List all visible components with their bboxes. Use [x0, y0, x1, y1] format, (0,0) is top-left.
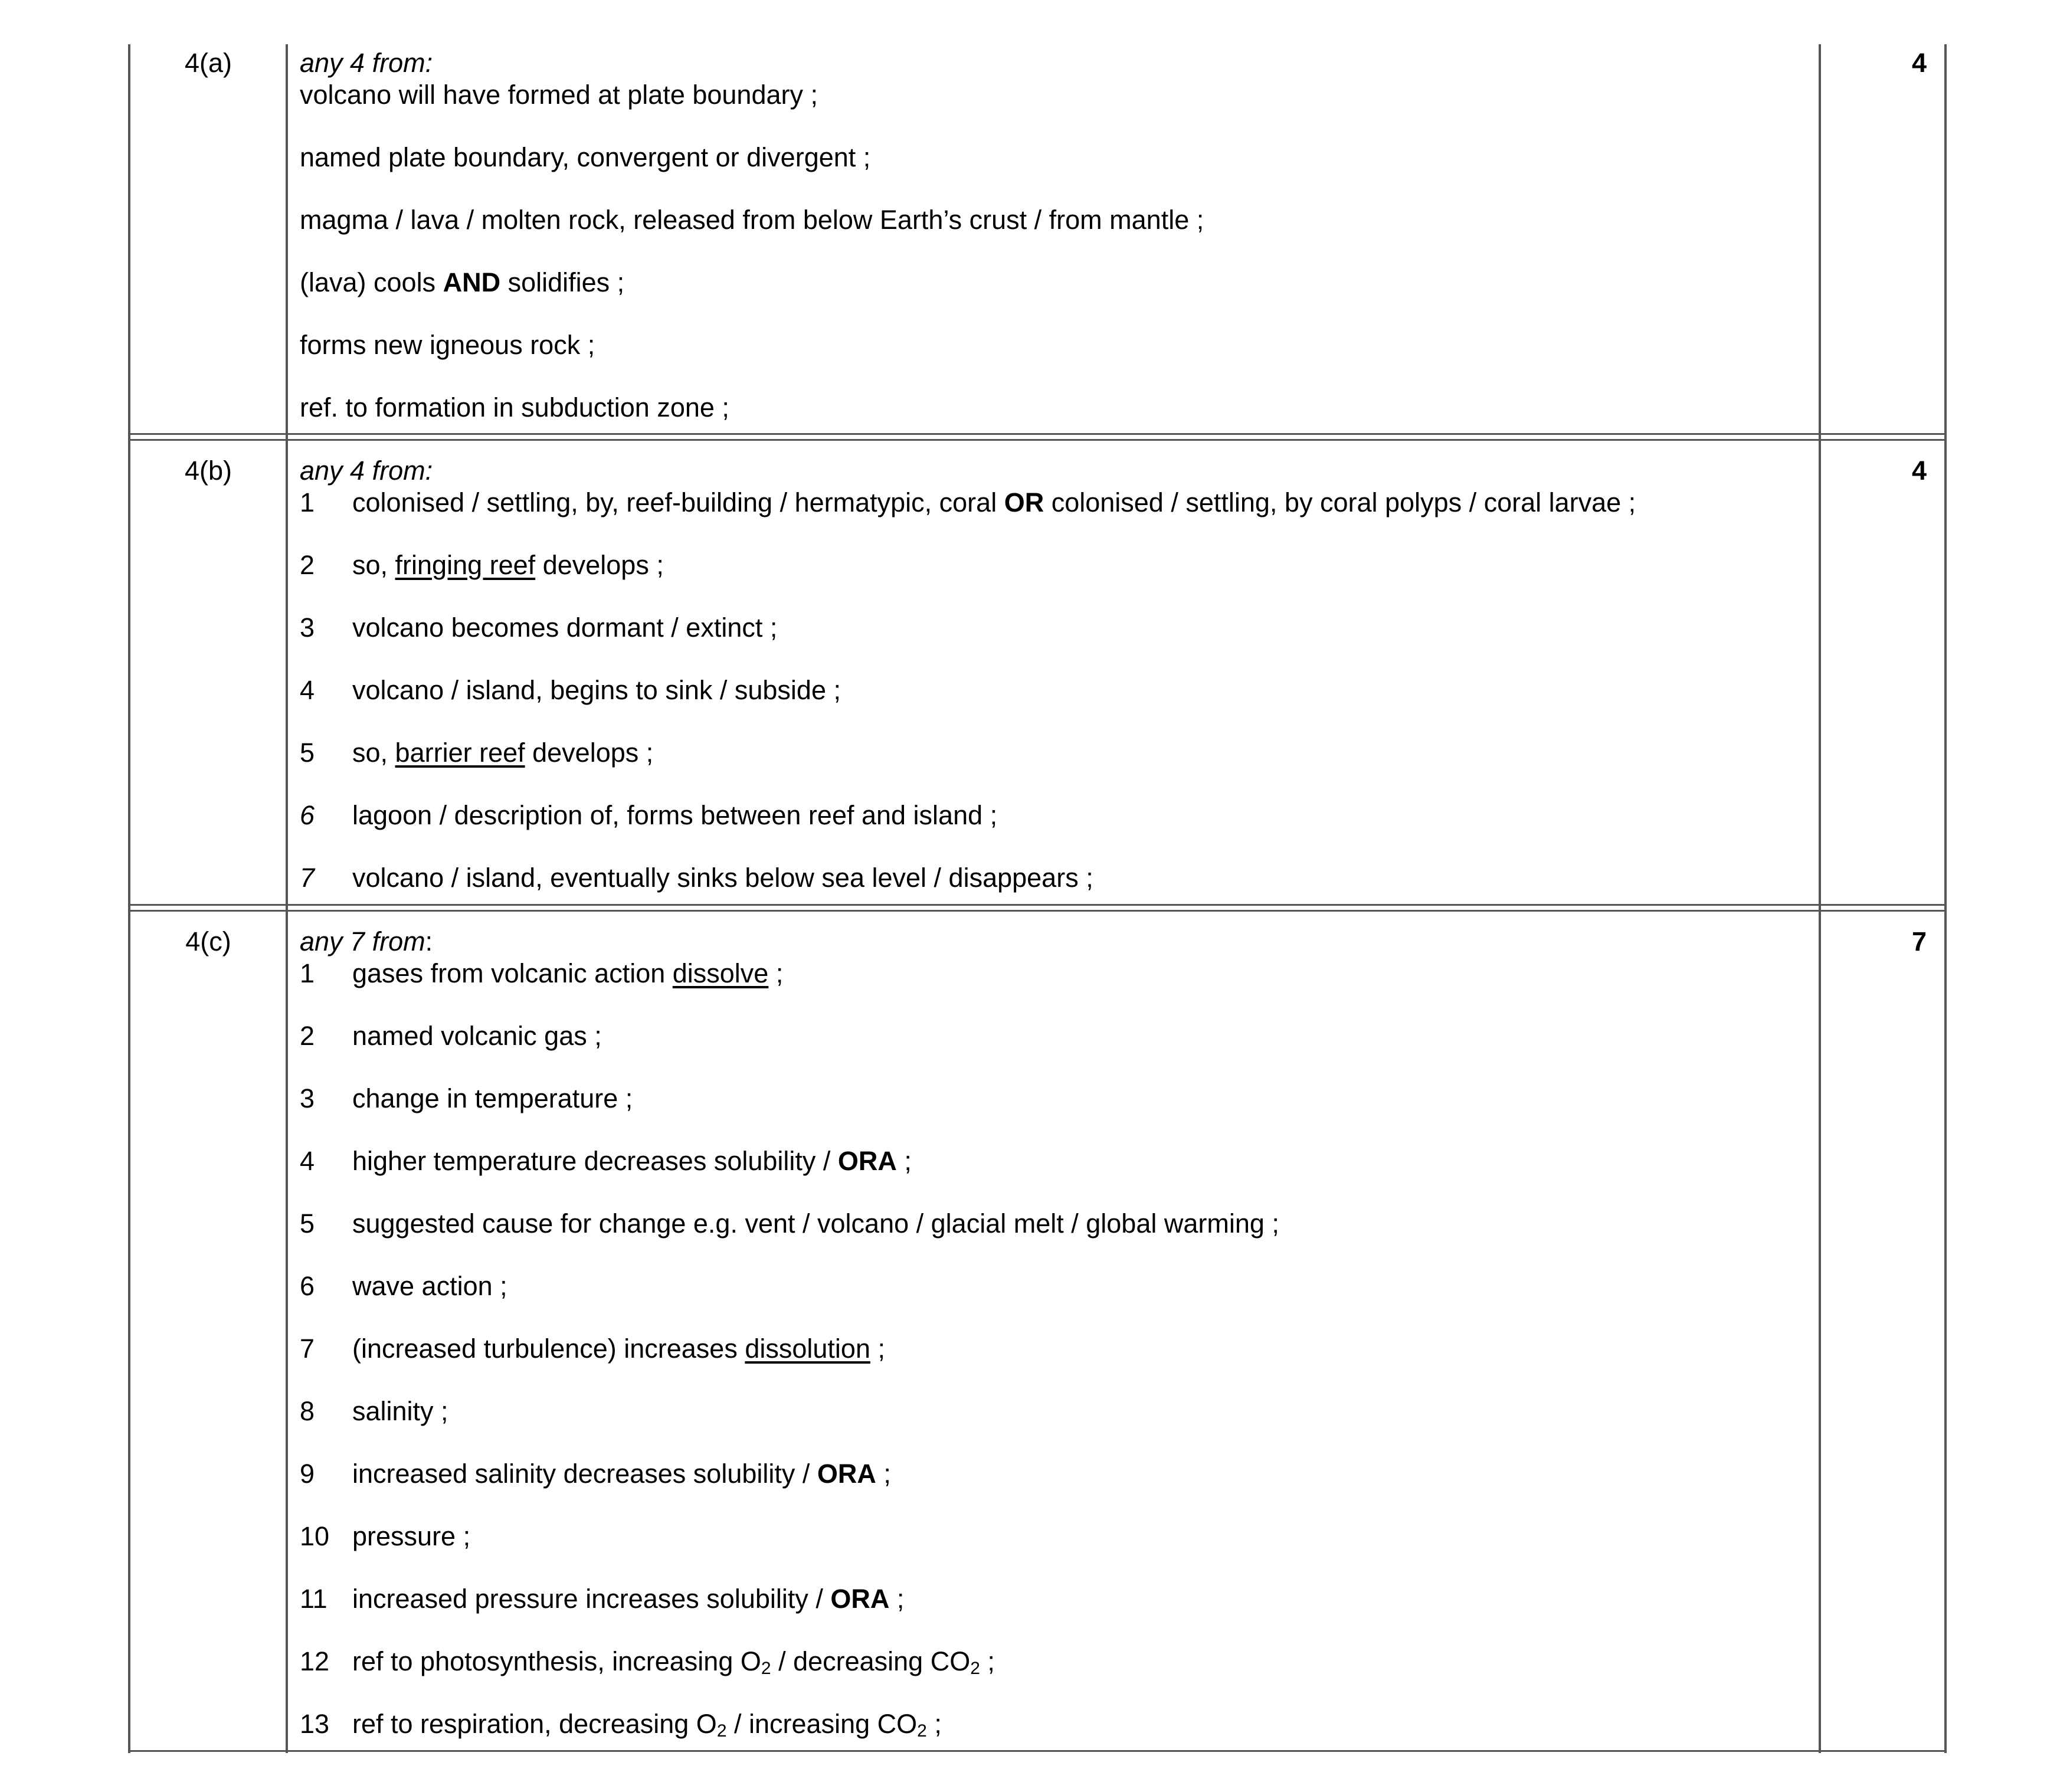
item-number: 4 — [300, 1146, 315, 1176]
answer-item — [300, 487, 1810, 519]
answer-lead: any 4 from: — [300, 48, 433, 78]
text-span: increased salinity decreases solubility / — [352, 1459, 817, 1489]
answer-item — [300, 737, 1810, 769]
table-border-left — [128, 44, 130, 1753]
item-number: 8 — [300, 1396, 315, 1426]
text-span: gases from volcanic action — [352, 958, 673, 988]
item-number: 12 — [300, 1646, 330, 1676]
item-number: 1 — [300, 958, 315, 988]
text-span: ; — [870, 1334, 885, 1364]
text-span: colonised / settling, by coral polyps / coral larvae ; — [1044, 487, 1636, 517]
text-span: (increased turbulence) increases — [352, 1334, 745, 1364]
text-span: / decreasing CO — [771, 1646, 971, 1676]
answer-line: forms new igneous rock ; — [300, 330, 595, 360]
item-number: 9 — [300, 1459, 315, 1489]
table-divider-question — [286, 44, 288, 1753]
answer-item — [300, 1333, 1810, 1365]
text-span: ; — [896, 1146, 912, 1176]
row-divider-b-c-second — [129, 910, 1947, 912]
answer-item — [300, 1020, 1810, 1052]
answer-item — [300, 1270, 1810, 1302]
underlined-span: dissolve — [672, 958, 769, 988]
item-number: 7 — [300, 1334, 315, 1364]
text-span: develops ; — [535, 550, 664, 580]
answer-item — [300, 800, 1810, 831]
text-span: increased pressure increases solubility / — [352, 1584, 831, 1614]
bold-span: AND — [443, 267, 501, 297]
item-number: 2 — [300, 1021, 315, 1051]
answer-line: ref. to formation in subduction zone ; — [300, 392, 729, 422]
underlined-span: fringing reef — [395, 550, 536, 580]
text-span: pressure ; — [352, 1521, 471, 1551]
answer-item — [300, 1145, 1810, 1177]
answer-item — [300, 862, 1810, 894]
underlined-span: dissolution — [745, 1334, 870, 1364]
table-border-right — [1944, 44, 1947, 1753]
mark-4c: 7 — [1911, 926, 1927, 956]
text-span: ; — [889, 1584, 905, 1614]
bold-span: OR — [1004, 487, 1044, 517]
answer-item — [300, 1395, 1810, 1427]
subscript: 2 — [716, 1721, 727, 1741]
answer-4a — [300, 47, 1810, 424]
text-span: ; — [876, 1459, 891, 1489]
answer-item — [300, 549, 1810, 581]
text-span: develops ; — [525, 738, 654, 768]
bold-span: ORA — [817, 1459, 876, 1489]
item-number: 3 — [300, 612, 315, 643]
answer-item — [300, 674, 1810, 706]
answer-item — [300, 1208, 1810, 1240]
text-span: lagoon / description of, forms between reef and island ; — [352, 800, 998, 830]
text-span: volcano / island, begins to sink / subside ; — [352, 675, 841, 705]
answer-4c — [300, 926, 1810, 1740]
item-number: 6 — [300, 800, 315, 830]
answer-line: volcano will have formed at plate boundary ; — [300, 80, 818, 110]
text-span: salinity ; — [352, 1396, 448, 1426]
mark-4b: 4 — [1911, 456, 1927, 486]
text-span: (lava) cools — [300, 267, 443, 297]
answer-item — [300, 958, 1810, 990]
item-number: 6 — [300, 1271, 315, 1301]
answer-item — [300, 612, 1810, 644]
answer-lead: any 4 from: — [300, 456, 433, 486]
item-number: 1 — [300, 487, 315, 517]
subscript: 2 — [970, 1659, 980, 1678]
answer-item — [300, 1646, 1810, 1678]
item-number: 11 — [300, 1584, 327, 1614]
answer-item — [300, 1521, 1810, 1552]
answer-line — [300, 267, 1810, 299]
text-span: wave action ; — [352, 1271, 507, 1301]
item-number: 5 — [300, 738, 315, 768]
question-number-4b: 4(b) — [184, 456, 232, 486]
text-span: so, — [352, 738, 395, 768]
text-span: ref to photosynthesis, increasing O — [352, 1646, 761, 1676]
item-number: 3 — [300, 1083, 315, 1113]
text-span: volcano / island, eventually sinks below sea level / disappears ; — [352, 863, 1093, 893]
answer-item — [300, 1458, 1810, 1490]
question-number-4a: 4(a) — [184, 48, 232, 78]
text-span: colonised / settling, by, reef-building / hermatypic, coral — [352, 487, 1004, 517]
text-span: suggested cause for change e.g. vent / volcano / glacial melt / global warming ; — [352, 1208, 1279, 1239]
bold-span: ORA — [830, 1584, 890, 1614]
text-span: solidifies ; — [500, 267, 625, 297]
text-span: ; — [980, 1646, 995, 1676]
text-span: change in temperature ; — [352, 1083, 633, 1113]
row-divider-b-c — [129, 904, 1947, 906]
item-number: 5 — [300, 1208, 315, 1239]
text-span: volcano becomes dormant / extinct ; — [352, 612, 778, 643]
item-number: 2 — [300, 550, 315, 580]
row-divider-a-b — [129, 433, 1947, 435]
answer-lead-line — [300, 926, 1810, 958]
answer-lead-suffix: : — [425, 926, 433, 956]
item-number: 4 — [300, 675, 315, 705]
text-span: / increasing CO — [726, 1709, 918, 1739]
text-span: higher temperature decreases solubility / — [352, 1146, 838, 1176]
text-span: named volcanic gas ; — [352, 1021, 602, 1051]
text-span: ref to respiration, decreasing O — [352, 1709, 717, 1739]
answer-line: magma / lava / molten rock, released from below Earth’s crust / from mantle ; — [300, 205, 1204, 235]
question-number-4c: 4(c) — [185, 926, 231, 956]
answer-line: named plate boundary, convergent or divergent ; — [300, 142, 871, 172]
answer-item — [300, 1583, 1810, 1615]
answer-item — [300, 1708, 1810, 1740]
table-border-bottom — [129, 1750, 1947, 1752]
answer-4b — [300, 455, 1810, 894]
subscript: 2 — [917, 1721, 927, 1741]
text-span: ; — [768, 958, 784, 988]
subscript: 2 — [761, 1659, 771, 1678]
item-number: 13 — [300, 1709, 330, 1739]
underlined-span: barrier reef — [395, 738, 525, 768]
row-divider-a-b-second — [129, 439, 1947, 441]
bold-span: ORA — [837, 1146, 897, 1176]
answer-item — [300, 1083, 1810, 1115]
item-number: 7 — [300, 863, 315, 893]
text-span: ; — [926, 1709, 942, 1739]
mark-4a: 4 — [1911, 48, 1927, 78]
item-number: 10 — [300, 1521, 330, 1551]
answer-lead: any 7 from — [300, 926, 425, 956]
text-span: so, — [352, 550, 395, 580]
table-divider-marks — [1819, 44, 1821, 1753]
